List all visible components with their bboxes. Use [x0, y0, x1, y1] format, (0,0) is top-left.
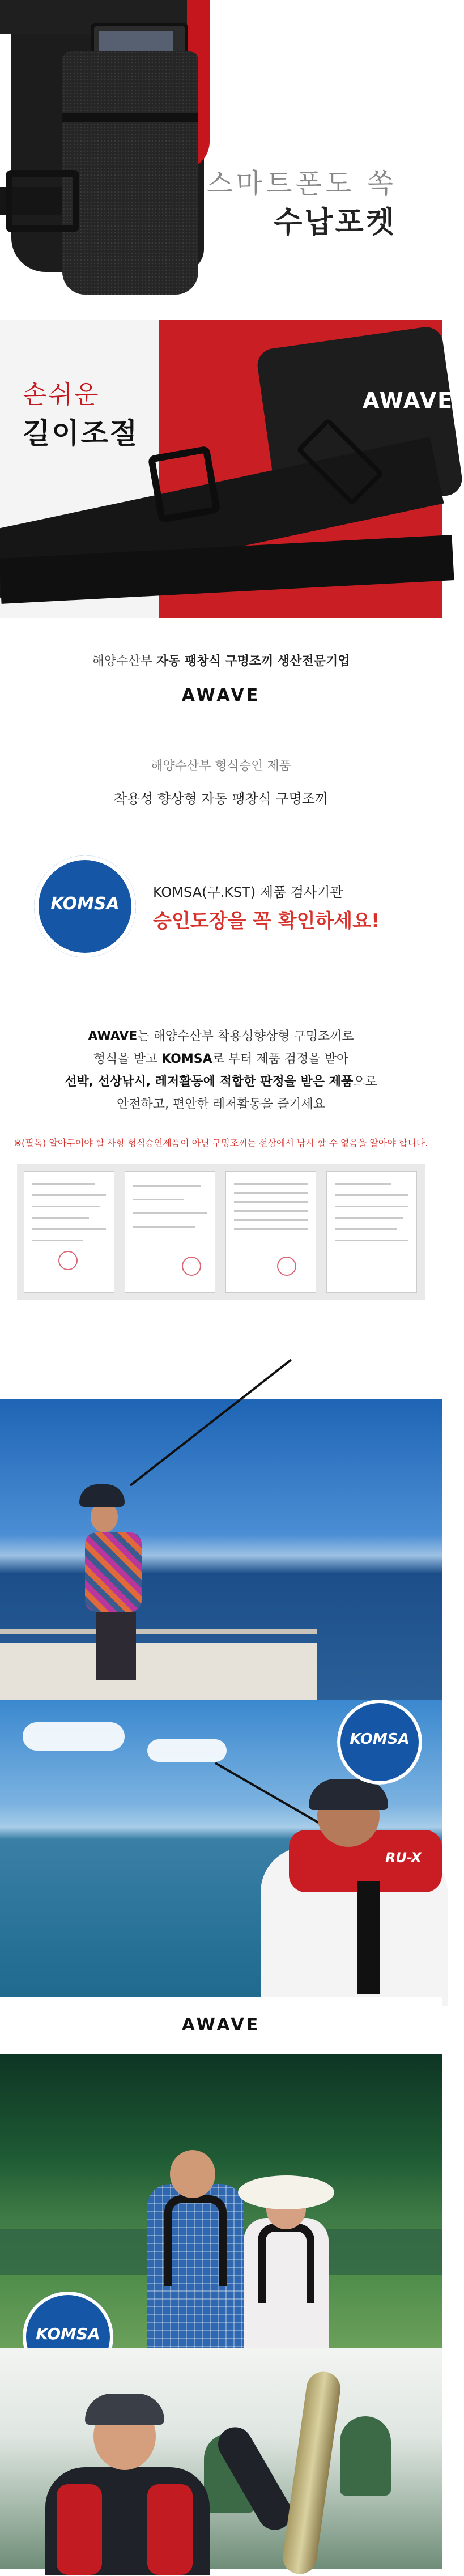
- warning-notice: ※(필독) 알아두어야 할 사항 형식승인제품이 아닌 구명조끼는 선상에서 낚시 할 수 없음을 알아야 합니다.: [14, 1138, 428, 1148]
- angler-legs: [96, 1612, 136, 1680]
- adjust-title-light: 손쉬운: [23, 380, 100, 409]
- komsa-agency-text: KOMSA(구.KST) 제품 검사기관: [153, 884, 343, 900]
- paragraph-brand: AWAVE: [88, 1029, 138, 1044]
- komsa-badge-text: KOMSA: [350, 1731, 410, 1748]
- angler-torso: [85, 1532, 142, 1612]
- komsa-badge-text: KOMSA: [36, 2324, 100, 2343]
- sea-fishing-photo: [0, 1700, 442, 1997]
- pocket-feature-section: [0, 0, 442, 320]
- vest-label: RU-X: [385, 1850, 422, 1866]
- boat-rail: [0, 1629, 317, 1634]
- boat-deck: [0, 1643, 317, 1700]
- certification-info-section: [0, 618, 442, 1399]
- paragraph-line-3-post: 으로: [353, 1075, 377, 1089]
- paragraph-line-1-text: 는 해양수산부 착용성향상형 구명조끼로: [137, 1029, 354, 1044]
- fisherman-photo: [0, 2348, 442, 2569]
- cloud: [147, 1739, 227, 1762]
- length-adjust-section: [0, 320, 454, 618]
- certification-paragraph: [0, 1025, 442, 1116]
- awave-logo: [0, 2015, 442, 2035]
- approval-caption: 해양수산부 형식승인 제품: [151, 759, 291, 773]
- paragraph-line-4: 안전하고, 편안한 레저활동을 즐기세요: [116, 1097, 325, 1112]
- tagline-prefix: 해양수산부: [92, 654, 156, 669]
- pocket-band: [62, 113, 198, 122]
- man-head: [170, 2150, 215, 2198]
- paragraph-line-2: [0, 1048, 442, 1071]
- fisherman-cap: [85, 2394, 164, 2425]
- angler-hat: [79, 1484, 125, 1507]
- life-vest-left: [57, 2484, 102, 2575]
- awave-logo-text: AWAVE: [181, 2015, 261, 2035]
- vest-strap: [357, 1881, 380, 1994]
- buckle-icon: [6, 170, 79, 232]
- certificate-documents: [17, 1164, 425, 1300]
- paragraph-line-2-post: 로 부터 제품 검정을 받아: [212, 1052, 349, 1066]
- vest-logo: AWAVE: [363, 388, 454, 413]
- strap-buckle-icon: [147, 445, 220, 523]
- tagline-bold: 자동 팽창식 구명조끼 생산전문기업: [156, 654, 350, 669]
- paragraph-line-3: [0, 1071, 442, 1093]
- woman-hat: [238, 2175, 334, 2209]
- cloud: [23, 1722, 125, 1751]
- certificate-document: [225, 1171, 316, 1293]
- pocket-title-bold: 수납포켓: [274, 206, 397, 240]
- adjust-title-bold: 길이조절: [23, 417, 139, 450]
- certificate-document: [125, 1171, 215, 1293]
- awave-logo-text: AWAVE: [181, 685, 261, 705]
- paragraph-line-3-bold: 선박, 선상낚시, 레저활동에 적합한 판정을 받은 제품: [65, 1075, 354, 1089]
- fish-image: [280, 2370, 343, 2576]
- komsa-stamp-notice: 승인도장을 꼭 확인하세요!: [153, 910, 380, 933]
- boat-fishing-photo: [0, 1399, 442, 1700]
- forest-couple-photo: [0, 2054, 442, 2348]
- mesh-pocket-image: [62, 51, 198, 295]
- tree: [340, 2416, 391, 2496]
- paragraph-line-1: [0, 1025, 442, 1048]
- paragraph-line-2-pre: 형식을 받고: [93, 1052, 162, 1066]
- pocket-title-light: 스마트폰도 쏙: [206, 168, 397, 199]
- certificate-document: [326, 1171, 417, 1293]
- certificate-document: [24, 1171, 114, 1293]
- logo-divider: [0, 1997, 442, 2054]
- company-tagline: [0, 652, 442, 669]
- life-vest-harness: [258, 2224, 314, 2303]
- life-vest-right: [147, 2484, 193, 2575]
- paragraph-line-2-bold: KOMSA: [161, 1052, 212, 1066]
- komsa-seal-text: KOMSA: [50, 894, 120, 914]
- life-vest-harness: [164, 2195, 227, 2286]
- product-type-title: 착용성 향상형 자동 팽창식 구명조끼: [113, 791, 329, 807]
- awave-logo: [0, 685, 442, 705]
